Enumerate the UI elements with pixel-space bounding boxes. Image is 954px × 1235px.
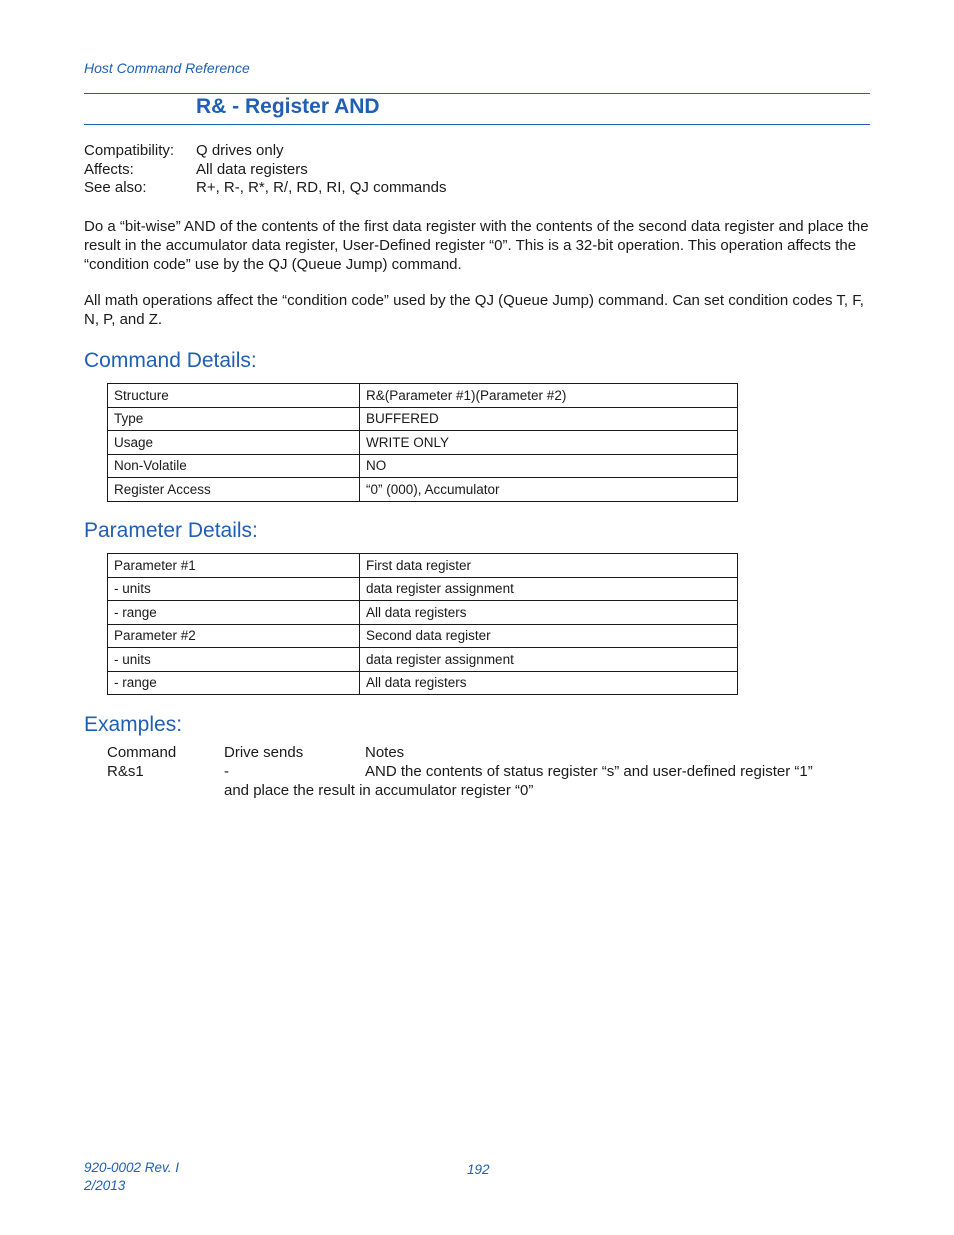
table-cell: Parameter #2 xyxy=(108,624,360,648)
examples-header-row xyxy=(107,743,813,762)
footer-doc-info xyxy=(84,1159,179,1195)
table-cell: - units xyxy=(108,577,360,601)
meta-row xyxy=(84,179,446,198)
examples-heading: Examples: xyxy=(84,713,183,736)
table-row xyxy=(108,671,738,695)
command-meta xyxy=(84,142,446,198)
table-row xyxy=(108,431,738,455)
table-cell: R&(Parameter #1)(Parameter #2) xyxy=(360,384,738,408)
table-row xyxy=(108,478,738,502)
example-row xyxy=(107,762,813,781)
meta-row xyxy=(84,142,446,161)
title-rule-bottom xyxy=(84,124,870,125)
table-cell: “0” (000), Accumulator xyxy=(360,478,738,502)
table-row xyxy=(108,624,738,648)
table-row xyxy=(108,554,738,578)
table-row xyxy=(108,384,738,408)
table-cell: NO xyxy=(360,454,738,478)
table-cell: - range xyxy=(108,601,360,625)
page-number: 192 xyxy=(467,1162,490,1177)
title-rule-top xyxy=(84,93,870,94)
table-cell: All data registers xyxy=(360,601,738,625)
meta-label: Compatibility: xyxy=(84,142,175,159)
doc-date: 2/2013 xyxy=(84,1178,126,1193)
example-command: R&s1 xyxy=(107,763,144,780)
table-row xyxy=(108,601,738,625)
page-title: R& - Register AND xyxy=(196,95,380,118)
table-cell: Type xyxy=(108,407,360,431)
table-cell: Second data register xyxy=(360,624,738,648)
table-cell: data register assignment xyxy=(360,577,738,601)
parameter-details-heading: Parameter Details: xyxy=(84,519,258,542)
command-details-heading: Command Details: xyxy=(84,349,257,372)
doc-number: 920-0002 Rev. I xyxy=(84,1160,180,1175)
description-paragraph: All math operations affect the “condition code” used by the QJ (Queue Jump) command. Can set condition codes T, F, N, P, and Z. xyxy=(84,292,864,328)
meta-label: Affects: xyxy=(84,160,134,178)
meta-value: R+, R-, R*, R/, RD, RI, QJ commands xyxy=(196,179,447,196)
command-details-table xyxy=(107,383,738,502)
meta-label: See also: xyxy=(84,179,147,196)
table-cell: Non-Volatile xyxy=(108,454,360,478)
table-cell: data register assignment xyxy=(360,648,738,672)
table-row xyxy=(108,577,738,601)
parameter-details-table xyxy=(107,553,738,695)
table-cell: Register Access xyxy=(108,478,360,502)
examples-block xyxy=(107,743,813,800)
table-row xyxy=(108,648,738,672)
table-cell: First data register xyxy=(360,554,738,578)
table-cell: BUFFERED xyxy=(360,407,738,431)
column-header: Notes xyxy=(365,744,405,761)
table-cell: Usage xyxy=(108,431,360,455)
meta-value: Q drives only xyxy=(196,142,284,159)
column-header: Drive sends xyxy=(224,744,304,761)
table-cell: Structure xyxy=(108,384,360,408)
table-cell: WRITE ONLY xyxy=(360,431,738,455)
example-notes: AND the contents of status register “s” and user-defined register “1” xyxy=(365,763,813,780)
example-notes-continued: and place the result in accumulator register “0” xyxy=(224,782,534,799)
description-paragraph: Do a “bit-wise” AND of the contents of the first data register with the contents of the second data register and place the result in the accumulator data register, User-Defined register “0”. This is a 32-bit operation. This operation affects the “condition code” use by the QJ (Queue Jump) command. xyxy=(84,218,869,273)
table-row xyxy=(108,454,738,478)
meta-value: All data registers xyxy=(196,160,308,178)
table-cell: - range xyxy=(108,671,360,695)
table-cell: All data registers xyxy=(360,671,738,695)
column-header: Command xyxy=(107,744,177,761)
table-cell: - units xyxy=(108,648,360,672)
meta-row xyxy=(84,161,446,180)
section-reference: Host Command Reference xyxy=(84,60,250,76)
example-drive-sends: - xyxy=(224,763,229,780)
table-row xyxy=(108,407,738,431)
table-cell: Parameter #1 xyxy=(108,554,360,578)
